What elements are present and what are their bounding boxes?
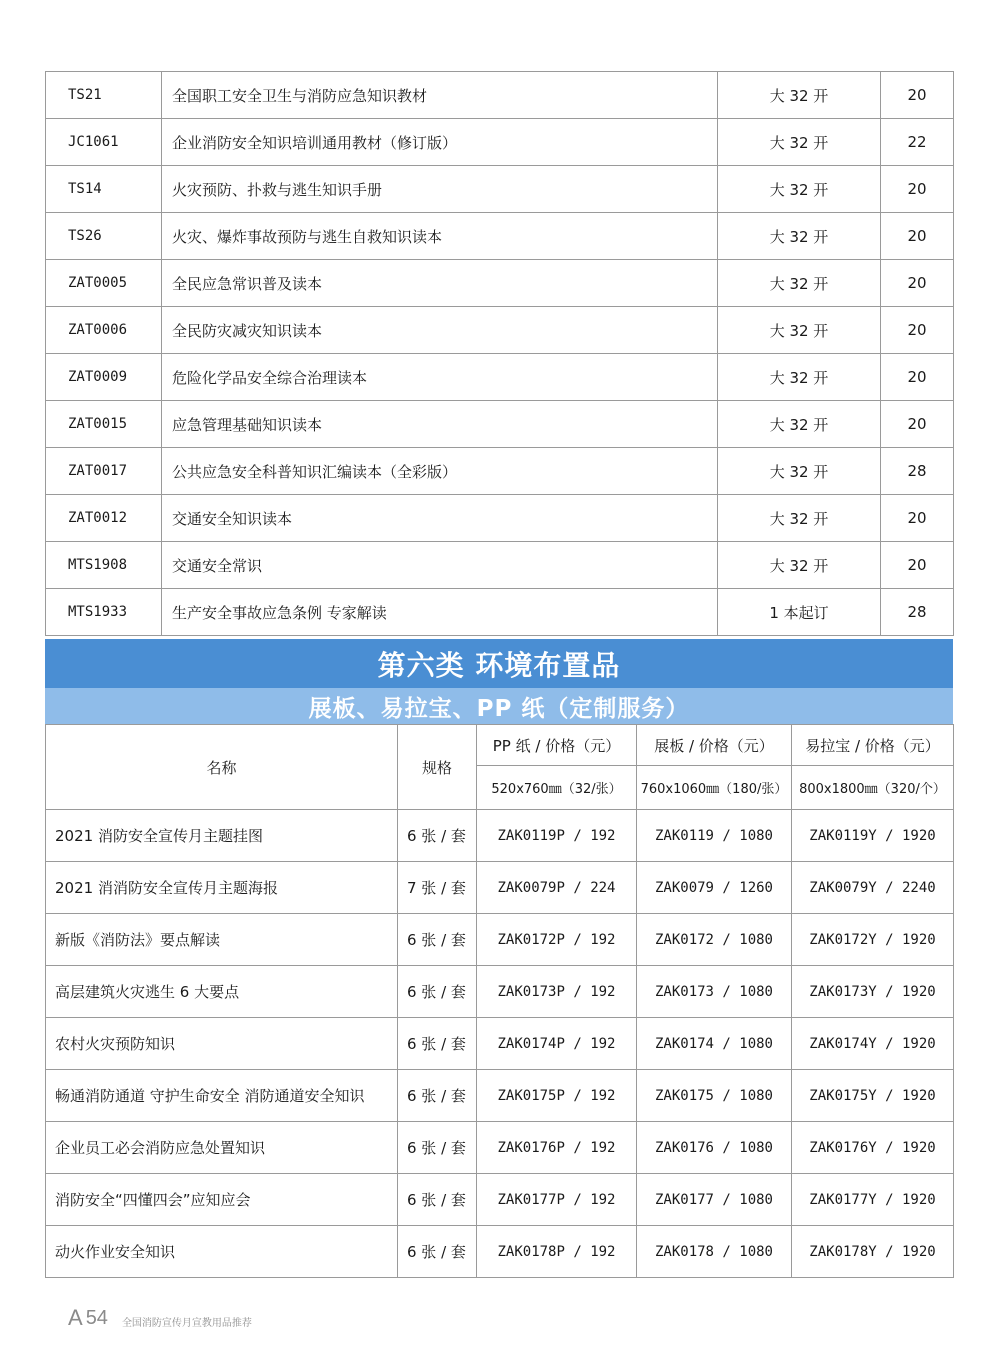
table-row — [46, 1070, 954, 1122]
book-spec: 大 32 开 — [718, 495, 881, 542]
header-board-size: 760x1060㎜（180/张） — [637, 766, 792, 810]
book-code: MTS1933 — [46, 589, 162, 636]
pp-price: ZAK0175P / 192 — [477, 1070, 637, 1122]
table-row — [46, 966, 954, 1018]
pp-price: ZAK0178P / 192 — [477, 1226, 637, 1278]
pp-price: ZAK0176P / 192 — [477, 1122, 637, 1174]
product-spec: 6 张 / 套 — [398, 1070, 477, 1122]
pp-price: ZAK0079P / 224 — [477, 862, 637, 914]
product-name: 2021 消消防安全宣传月主题海报 — [46, 862, 398, 914]
header-pp-size: 520x760㎜（32/张） — [477, 766, 637, 810]
book-code: ZAT0006 — [46, 307, 162, 354]
table-row — [46, 401, 954, 448]
board-price: ZAK0079 / 1260 — [637, 862, 792, 914]
display-products-table — [45, 724, 954, 1278]
rollup-price: ZAK0172Y / 1920 — [792, 914, 954, 966]
book-price: 22 — [881, 119, 954, 166]
book-name: 交通安全常识 — [162, 542, 718, 589]
header-board: 展板 / 价格（元） — [637, 725, 792, 766]
board-price: ZAK0173 / 1080 — [637, 966, 792, 1018]
pp-price: ZAK0173P / 192 — [477, 966, 637, 1018]
product-spec: 6 张 / 套 — [398, 1018, 477, 1070]
book-code: TS14 — [46, 166, 162, 213]
board-price: ZAK0177 / 1080 — [637, 1174, 792, 1226]
book-code: ZAT0009 — [46, 354, 162, 401]
product-spec: 6 张 / 套 — [398, 1122, 477, 1174]
book-name: 交通安全知识读本 — [162, 495, 718, 542]
book-price: 20 — [881, 307, 954, 354]
board-price: ZAK0174 / 1080 — [637, 1018, 792, 1070]
header-row — [46, 725, 954, 766]
rollup-price: ZAK0175Y / 1920 — [792, 1070, 954, 1122]
table-row — [46, 119, 954, 166]
book-price: 20 — [881, 260, 954, 307]
product-name: 动火作业安全知识 — [46, 1226, 398, 1278]
board-price: ZAK0176 / 1080 — [637, 1122, 792, 1174]
pp-price: ZAK0172P / 192 — [477, 914, 637, 966]
book-code: TS26 — [46, 213, 162, 260]
book-price: 20 — [881, 542, 954, 589]
rollup-price: ZAK0173Y / 1920 — [792, 966, 954, 1018]
product-spec: 6 张 / 套 — [398, 966, 477, 1018]
book-code: ZAT0015 — [46, 401, 162, 448]
book-spec: 大 32 开 — [718, 354, 881, 401]
book-name: 全民应急常识普及读本 — [162, 260, 718, 307]
product-spec: 6 张 / 套 — [398, 1226, 477, 1278]
page-footer — [68, 1305, 252, 1331]
table-row — [46, 213, 954, 260]
book-name: 火灾预防、扑救与逃生知识手册 — [162, 166, 718, 213]
book-name: 公共应急安全科普知识汇编读本（全彩版） — [162, 448, 718, 495]
board-price: ZAK0178 / 1080 — [637, 1226, 792, 1278]
table-row — [46, 862, 954, 914]
book-price: 20 — [881, 354, 954, 401]
book-name: 火灾、爆炸事故预防与逃生自救知识读本 — [162, 213, 718, 260]
book-price: 20 — [881, 72, 954, 119]
rollup-price: ZAK0119Y / 1920 — [792, 810, 954, 862]
header-name: 名称 — [46, 725, 398, 810]
header-rollup-size: 800x1800㎜（320/个） — [792, 766, 954, 810]
header-spec: 规格 — [398, 725, 477, 810]
table-row — [46, 1122, 954, 1174]
book-price: 20 — [881, 213, 954, 260]
table-row — [46, 914, 954, 966]
header-pp: PP 纸 / 价格（元） — [477, 725, 637, 766]
book-price: 20 — [881, 495, 954, 542]
table-row — [46, 354, 954, 401]
book-spec: 1 本起订 — [718, 589, 881, 636]
book-price: 20 — [881, 166, 954, 213]
table-row — [46, 589, 954, 636]
table-row — [46, 1226, 954, 1278]
table-row — [46, 166, 954, 213]
book-code: MTS1908 — [46, 542, 162, 589]
board-price: ZAK0119 / 1080 — [637, 810, 792, 862]
section-subtitle-banner — [45, 688, 953, 724]
product-name: 企业员工必会消防应急处置知识 — [46, 1122, 398, 1174]
product-name: 畅通消防通道 守护生命安全 消防通道安全知识 — [46, 1070, 398, 1122]
book-spec: 大 32 开 — [718, 448, 881, 495]
table-row — [46, 1018, 954, 1070]
book-spec: 大 32 开 — [718, 401, 881, 448]
book-name: 企业消防安全知识培训通用教材（修订版） — [162, 119, 718, 166]
book-spec: 大 32 开 — [718, 260, 881, 307]
book-name: 应急管理基础知识读本 — [162, 401, 718, 448]
book-name: 危险化学品安全综合治理读本 — [162, 354, 718, 401]
table-row — [46, 1174, 954, 1226]
book-name: 全国职工安全卫生与消防应急知识教材 — [162, 72, 718, 119]
rollup-price: ZAK0079Y / 2240 — [792, 862, 954, 914]
board-price: ZAK0175 / 1080 — [637, 1070, 792, 1122]
board-price: ZAK0172 / 1080 — [637, 914, 792, 966]
book-spec: 大 32 开 — [718, 213, 881, 260]
book-price: 28 — [881, 589, 954, 636]
book-table — [45, 71, 954, 636]
product-spec: 6 张 / 套 — [398, 810, 477, 862]
rollup-price: ZAK0174Y / 1920 — [792, 1018, 954, 1070]
product-spec: 6 张 / 套 — [398, 1174, 477, 1226]
product-name: 2021 消防安全宣传月主题挂图 — [46, 810, 398, 862]
product-spec: 6 张 / 套 — [398, 914, 477, 966]
table-row — [46, 810, 954, 862]
book-code: ZAT0017 — [46, 448, 162, 495]
book-name: 生产安全事故应急条例 专家解读 — [162, 589, 718, 636]
book-code: ZAT0005 — [46, 260, 162, 307]
rollup-price: ZAK0177Y / 1920 — [792, 1174, 954, 1226]
rollup-price: ZAK0178Y / 1920 — [792, 1226, 954, 1278]
table-row — [46, 260, 954, 307]
section-title-banner — [45, 639, 953, 688]
book-code: ZAT0012 — [46, 495, 162, 542]
table-row — [46, 542, 954, 589]
pp-price: ZAK0177P / 192 — [477, 1174, 637, 1226]
table-row — [46, 72, 954, 119]
book-spec: 大 32 开 — [718, 307, 881, 354]
product-name: 新版《消防法》要点解读 — [46, 914, 398, 966]
product-name: 高层建筑火灾逃生 6 大要点 — [46, 966, 398, 1018]
header-rollup: 易拉宝 / 价格（元） — [792, 725, 954, 766]
book-name: 全民防灾减灾知识读本 — [162, 307, 718, 354]
pp-price: ZAK0119P / 192 — [477, 810, 637, 862]
page-number: 54 — [85, 1306, 108, 1329]
book-spec: 大 32 开 — [718, 119, 881, 166]
book-spec: 大 32 开 — [718, 72, 881, 119]
product-name: 消防安全“四懂四会”应知应会 — [46, 1174, 398, 1226]
book-price: 20 — [881, 401, 954, 448]
page-letter: A — [68, 1305, 83, 1330]
book-code: JC1061 — [46, 119, 162, 166]
book-spec: 大 32 开 — [718, 166, 881, 213]
section-subtitle: 展板、易拉宝、PP 纸（定制服务） — [308, 695, 690, 722]
table-row — [46, 495, 954, 542]
book-price: 28 — [881, 448, 954, 495]
footer-text: 全国消防宣传月宣教用品推荐 — [121, 1317, 252, 1329]
book-code: TS21 — [46, 72, 162, 119]
section-title: 第六类 环境布置品 — [377, 648, 621, 682]
rollup-price: ZAK0176Y / 1920 — [792, 1122, 954, 1174]
product-spec: 7 张 / 套 — [398, 862, 477, 914]
table-row — [46, 307, 954, 354]
pp-price: ZAK0174P / 192 — [477, 1018, 637, 1070]
table-row — [46, 448, 954, 495]
product-name: 农村火灾预防知识 — [46, 1018, 398, 1070]
book-spec: 大 32 开 — [718, 542, 881, 589]
